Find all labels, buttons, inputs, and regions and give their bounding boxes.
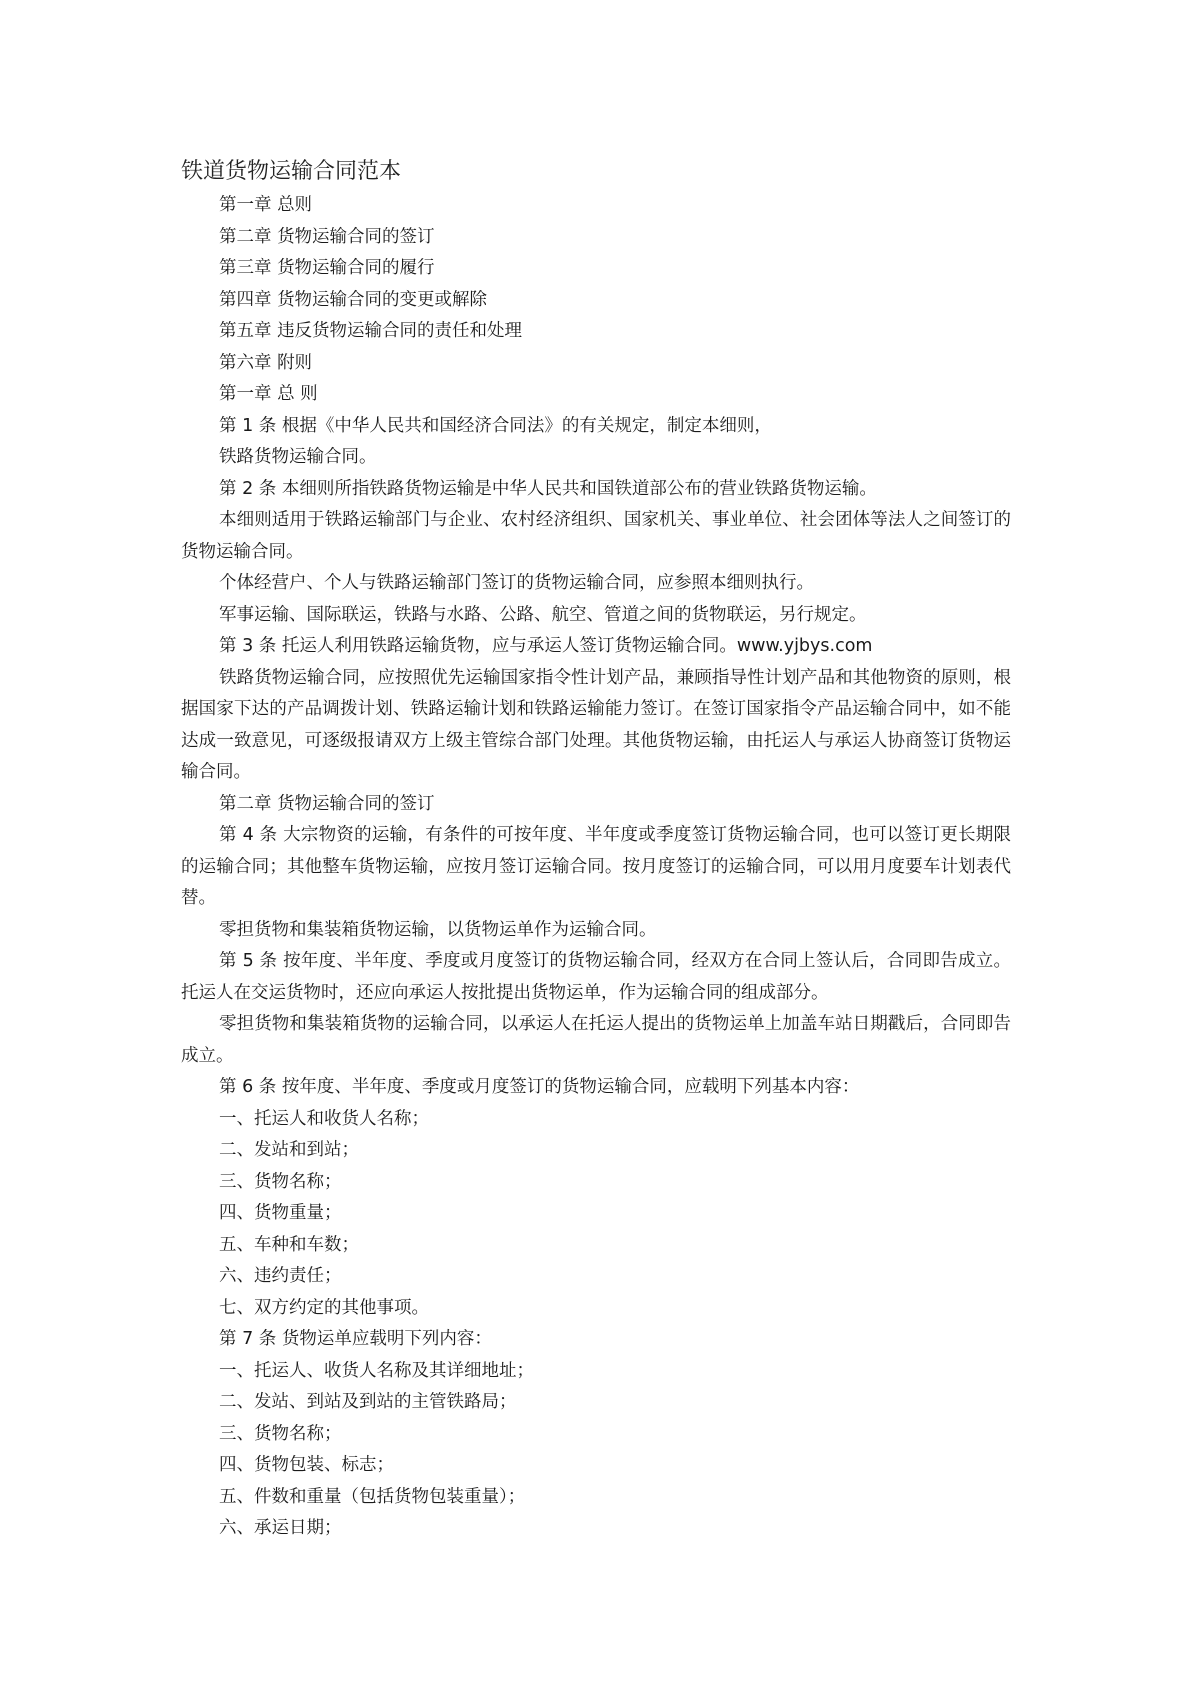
table-of-contents bbox=[181, 190, 1011, 379]
paragraph: 个体经营户、个人与铁路运输部门签订的货物运输合同，应参照本细则执行。 bbox=[219, 573, 814, 593]
toc-item: 第六章 附则 bbox=[219, 352, 313, 373]
clause-list-item: 三、货物名称； bbox=[219, 1423, 342, 1444]
paragraph: 第 1 条 根据《中华人民共和国经济合同法》的有关规定，制定本细则， bbox=[219, 415, 772, 436]
clause-list-item: 四、货物重量； bbox=[219, 1203, 342, 1223]
paragraph: 零担货物和集装箱货物运输，以货物运单作为运输合同。 bbox=[219, 919, 657, 940]
clause-list-item: 二、发站和到站； bbox=[219, 1140, 359, 1160]
paragraph: 第一章 总 则 bbox=[219, 384, 318, 404]
clause-list-item: 一、托运人和收货人名称； bbox=[219, 1108, 429, 1129]
toc-item: 第二章 货物运输合同的签订 bbox=[219, 226, 435, 247]
toc-item: 第三章 货物运输合同的履行 bbox=[219, 258, 435, 278]
paragraph: 第 2 条 本细则所指铁路货物运输是中华人民共和国铁道部公布的营业铁路货物运输。 bbox=[219, 478, 877, 499]
document-title: 铁道货物运输合同范本 bbox=[181, 159, 402, 184]
paragraph: 零担货物和集装箱货物的运输合同，以承运人在托运人提出的货物运单上加盖车站日期戳后，合同即告成立。 bbox=[181, 1014, 1011, 1066]
clause-list-item: 一、托运人、收货人名称及其详细地址； bbox=[219, 1360, 534, 1381]
clause-list-item: 五、件数和重量（包括货物包装重量）； bbox=[219, 1486, 526, 1507]
document-page bbox=[181, 157, 1011, 1545]
paragraph: 第 7 条 货物运单应载明下列内容： bbox=[219, 1329, 492, 1349]
clause-list-item: 四、货物包装、标志； bbox=[219, 1455, 394, 1475]
toc-item: 第四章 货物运输合同的变更或解除 bbox=[219, 289, 488, 310]
paragraph: 铁路货物运输合同。 bbox=[219, 447, 377, 467]
paragraph: 第 6 条 按年度、半年度、季度或月度签订的货物运输合同，应载明下列基本内容： bbox=[219, 1077, 860, 1097]
document-body bbox=[181, 379, 1011, 1545]
clause-list-item: 六、违约责任； bbox=[219, 1266, 342, 1286]
clause-list-item: 六、承运日期； bbox=[219, 1518, 342, 1538]
toc-item: 第五章 违反货物运输合同的责任和处理 bbox=[219, 321, 523, 341]
clause-list-item: 五、车种和车数； bbox=[219, 1234, 359, 1255]
paragraph: 第 3 条 托运人利用铁路运输货物，应与承运人签订货物运输合同。www.yjbys.com bbox=[219, 636, 873, 656]
clause-list-item: 二、发站、到站及到站的主管铁路局； bbox=[219, 1392, 517, 1412]
paragraph: 本细则适用于铁路运输部门与企业、农村经济组织、国家机关、事业单位、社会团体等法人之间签订的货物运输合同。 bbox=[181, 510, 1011, 562]
paragraph: 第 5 条 按年度、半年度、季度或月度签订的货物运输合同，经双方在合同上签认后，合同即告成立。托运人在交运货物时，还应向承运人按批提出货物运单，作为运输合同的组成部分。 bbox=[181, 951, 1011, 1003]
paragraph: 第二章 货物运输合同的签订 bbox=[219, 793, 435, 814]
paragraph: 军事运输、国际联运，铁路与水路、公路、航空、管道之间的货物联运，另行规定。 bbox=[219, 604, 867, 625]
paragraph: 第 4 条 大宗物资的运输，有条件的可按年度、半年度或季度签订货物运输合同，也可以签订更长期限的运输合同；其他整车货物运输，应按月签订运输合同。按月度签订的运输合同，可以用月度要车计划表代替。 bbox=[181, 825, 1011, 908]
paragraph: 铁路货物运输合同，应按照优先运输国家指令性计划产品，兼顾指导性计划产品和其他物资的原则，根据国家下达的产品调拨计划、铁路运输计划和铁路运输能力签订。在签订国家指令产品运输合同中，如不能达成一致意见，可逐级报请双方上级主管综合部门处理。其他货物运输，由托运人与承运人协商签订货物运输合同。 bbox=[181, 667, 1011, 782]
clause-list-item: 三、货物名称； bbox=[219, 1171, 342, 1192]
toc-item: 第一章 总则 bbox=[219, 195, 313, 215]
clause-list-item: 七、双方约定的其他事项。 bbox=[219, 1297, 429, 1318]
